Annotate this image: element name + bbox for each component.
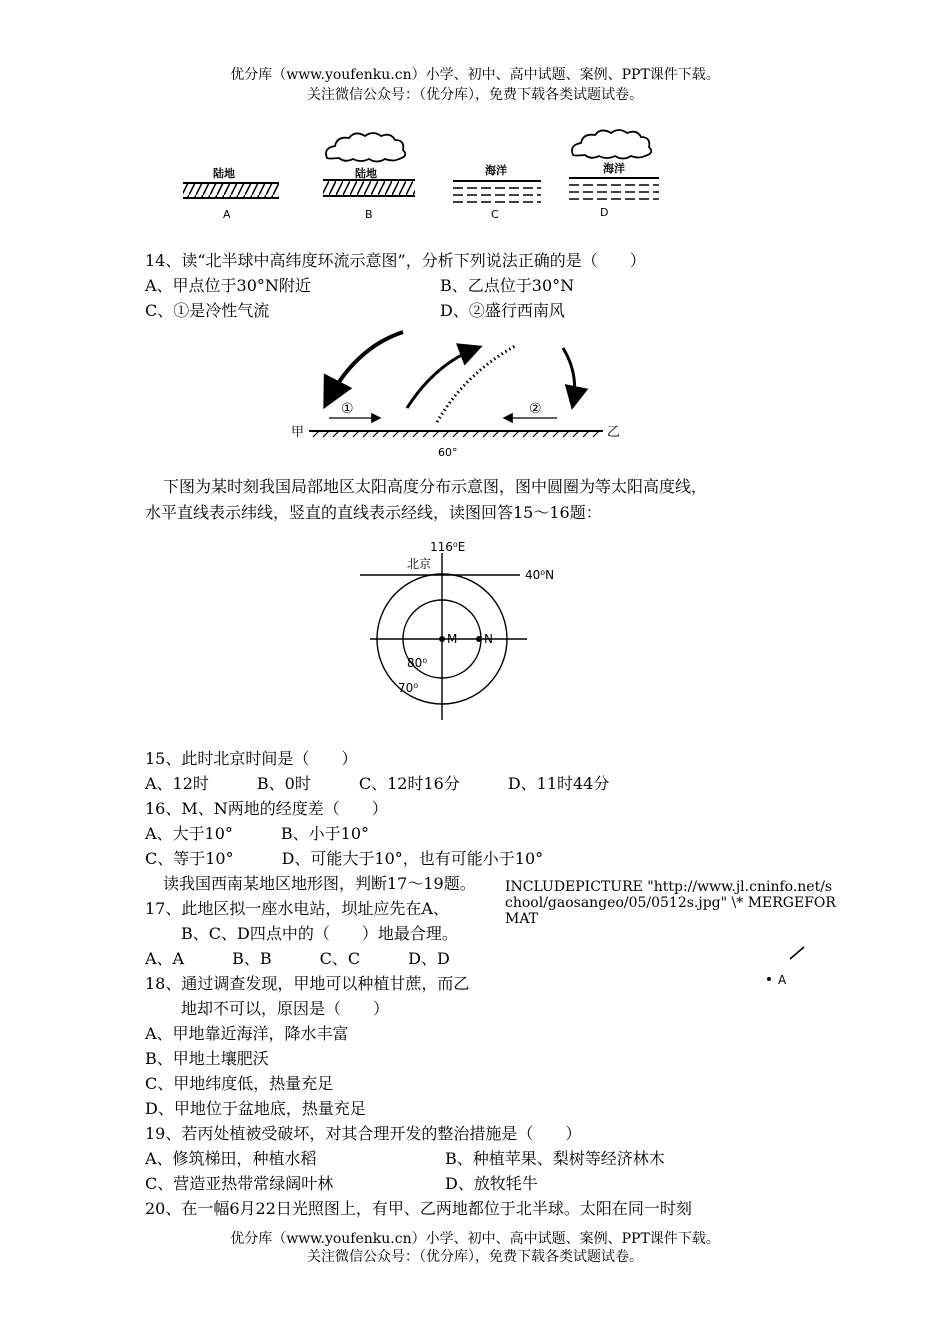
q20-line-1: 20、在一幅6月22日光照图上，有甲、乙两地都位于北半球。太阳在同一时刻 xyxy=(145,1199,692,1218)
panel-d-ocean-cloud xyxy=(569,130,659,219)
airflow-2-label: ② xyxy=(529,401,542,417)
q17-line-2: B、C、D四点中的（ ）地最合理。 xyxy=(181,924,458,943)
page-footer-line-2: 关注微信公众号：（优分库），免费下载各类试题试卷。 xyxy=(307,1249,643,1265)
panel-b-title: 陆地 xyxy=(355,167,377,180)
q17-options: A、A B、B C、C D、D xyxy=(145,949,450,968)
latitude-40n-label: 40⁰N xyxy=(525,568,555,582)
page-header-line-2: 关注微信公众号：（优分库），免费下载各类试题试卷。 xyxy=(307,87,643,103)
circulation-diagram xyxy=(285,318,635,468)
q18-option-c: C、甲地纬度低，热量充足 xyxy=(145,1074,334,1093)
contour-80-label: 80⁰ xyxy=(407,656,428,670)
q19-option-b: B、种植苹果、梨树等经济林木 xyxy=(445,1149,665,1168)
q18-option-b: B、甲地土壤肥沃 xyxy=(145,1049,269,1068)
field-code-line-2: chool/gaosangeo/05/0512s.jpg" \* MERGEFOR xyxy=(505,895,836,911)
q19-option-c: C、营造亚热带常绿阔叶林 xyxy=(145,1174,334,1193)
q19-stem: 19、若丙处植被受破坏，对其合理开发的整治措施是（ ） xyxy=(145,1124,582,1143)
descending-airflow-right xyxy=(563,348,575,404)
point-jia-label: 甲 xyxy=(291,425,305,440)
intro-15-16-line-2: 水平直线表示纬线，竖直的直线表示经线，读图回答15～16题： xyxy=(145,503,602,522)
intro-15-16-line-1: 下图为某时刻我国局部地区太阳高度分布示意图，图中圆圈为等太阳高度线， xyxy=(163,477,708,496)
q14-option-d: D、②盛行西南风 xyxy=(440,301,565,320)
rising-airflow xyxy=(407,348,477,408)
panel-a-title: 陆地 xyxy=(213,167,235,180)
q18-option-d: D、甲地位于盆地底，热量充足 xyxy=(145,1099,366,1118)
sun-altitude-diagram xyxy=(355,535,595,725)
q16-options-cd: C、等于10° D、可能大于10°，也有可能小于10° xyxy=(145,849,544,868)
q16-stem: 16、M、N两地的经度差（ ） xyxy=(145,799,388,818)
longitude-label: 116⁰E xyxy=(430,540,466,554)
q18-line-2: 地却不可以，原因是（ ） xyxy=(181,999,390,1018)
map-point-a: A xyxy=(778,973,787,987)
q19-option-d: D、放牧牦牛 xyxy=(445,1174,538,1193)
q14-option-c: C、①是冷性气流 xyxy=(145,301,270,320)
q14-option-a: A、甲点位于30°N附近 xyxy=(145,276,311,295)
land-sea-figure xyxy=(175,125,675,225)
point-yi-label: 乙 xyxy=(607,425,621,440)
field-code-line-3: MAT xyxy=(505,911,539,927)
panel-c-ocean xyxy=(453,163,541,221)
page-header-line-1: 优分库（www.youfenku.cn）小学、初中、高中试题、案例、PPT课件下载。 xyxy=(230,67,720,83)
frontal-dotted-line xyxy=(437,346,515,422)
beijing-label: 北京 xyxy=(407,557,432,571)
panel-c-title: 海洋 xyxy=(485,164,507,177)
q19-option-a: A、修筑梯田，种植水稻 xyxy=(145,1149,317,1168)
q18-option-a: A、甲地靠近海洋，降水丰富 xyxy=(145,1024,349,1043)
point-m-label: M xyxy=(447,632,458,646)
q18-line-1: 18、通过调查发现，甲地可以种植甘蔗，而乙 xyxy=(145,974,470,993)
airflow-1-label: ① xyxy=(341,401,354,417)
q15-options: A、12时 B、0时 C、12时16分 D、11时44分 xyxy=(145,774,610,793)
panel-c-label: C xyxy=(491,208,499,221)
cloud-icon xyxy=(572,130,651,159)
panel-a-land xyxy=(183,166,279,221)
field-code-line-1: INCLUDEPICTURE "http://www.jl.cninfo.net/s xyxy=(505,879,833,895)
panel-d-label: D xyxy=(600,206,609,219)
terrain-map-fragment xyxy=(760,940,820,995)
descending-airflow-left xyxy=(327,332,403,402)
intro-17-19: 读我国西南某地区地形图，判断17～19题。 xyxy=(163,874,476,893)
panel-a-label: A xyxy=(223,208,231,221)
panel-d-title: 海洋 xyxy=(603,162,625,175)
q14-stem: 14、读“北半球中高纬度环流示意图”，分析下列说法正确的是（ ） xyxy=(145,251,646,270)
q16-options-ab: A、大于10° B、小于10° xyxy=(145,824,370,843)
q14-option-b: B、乙点位于30°N xyxy=(440,276,575,295)
point-n-label: N xyxy=(484,632,493,646)
panel-b-land-cloud xyxy=(323,133,415,221)
page-footer-line-1: 优分库（www.youfenku.cn）小学、初中、高中试题、案例、PPT课件下载。 xyxy=(230,1231,720,1247)
latitude-60-label: 60° xyxy=(438,446,458,459)
panel-b-label: B xyxy=(365,208,373,221)
q15-stem: 15、此时北京时间是（ ） xyxy=(145,749,358,768)
q17-line-1: 17、此地区拟一座水电站，坝址应先在A、 xyxy=(145,899,449,918)
contour-70-label: 70⁰ xyxy=(398,681,419,695)
cloud-icon xyxy=(326,133,405,162)
